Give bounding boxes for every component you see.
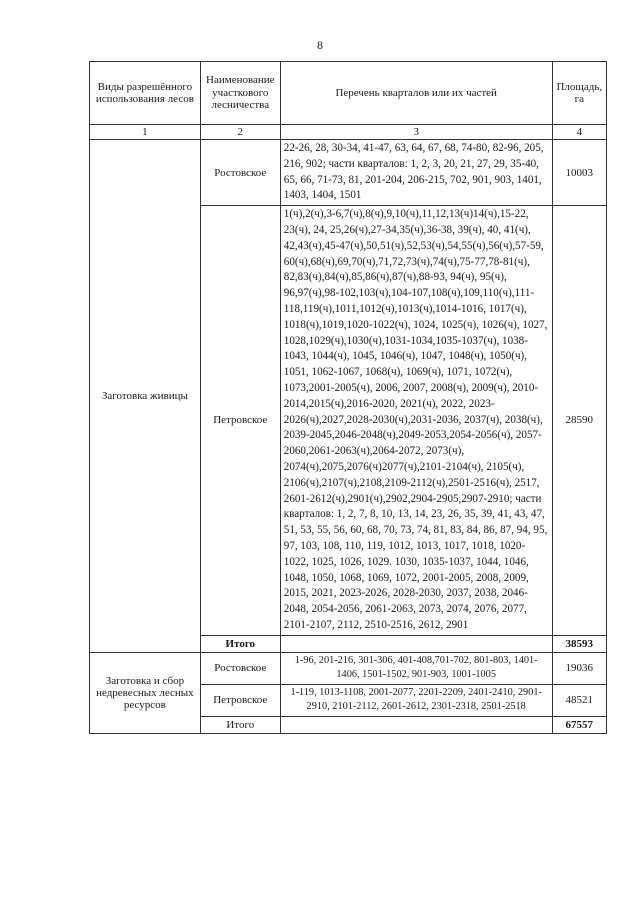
forestry-cell: Ростовское bbox=[200, 140, 280, 206]
forestry-cell: Петровское bbox=[200, 206, 280, 636]
quarters-cell: 1(ч),2(ч),3-6,7(ч),8(ч),9,10(ч),11,12,13(ч)14(ч),15-22, 23(ч), 24, 25,26(ч),27-34,35(ч),36-38, 39(ч), 40, 41(ч), 42,43(ч),45-47(ч),50,51(ч),52,53(ч),54,55(ч),56(ч),57-59, 60(ч),68(ч),69,70(ч),71,72,73(ч),74(ч),75-77,78-81(ч), 82,83(ч),84(ч),85,86(ч),87(ч),88-93, 94(ч), 95(ч), 96,97(ч),98-102,103(ч),104-107,108(ч),109,110(ч),111-118,119(ч),1011,1012(ч),1013(ч),1014-1016, 1017(ч), 1018(ч),1019,1020-1022(ч), 1024, 1025(ч), 1026(ч), 1027, 1028,1029(ч),1030(ч),1031-1034,1035-1037(ч), 1038-1043, 1044(ч), 1045, 1046(ч), 1047, 1048(ч), 1050(ч), 1051, 1062-1067, 1068(ч), 1069(ч), 1071, 1072(ч), 1073,2001-2005(ч), 2006, 2007, 2008(ч), 2009(ч), 2010-2014,2015(ч),2016-2020, 2021(ч), 2022, 2023-2026(ч),2027,2028-2030(ч),2031-2036, 2037(ч), 2038(ч), 2039-2045,2046-2048(ч),2049-2053,2054-2056(ч), 2057-2060,2061-2063(ч),2064-2072, 2073(ч), 2074(ч),2075,2076(ч)2077(ч),2101-2104(ч), 2105(ч), 2106(ч),2107(ч),2108,2109-2112(ч),2501-2516(ч), 2517, 2601-2612(ч),2901(ч),2902,2904-2905,2907-2910; части кварталов: 1, 2, 7, 8, 10, 13, 14, 23, 26, 35, 39, 41, 43, 47, 51, 53, 55, 56, 60, 68, 70, 73, 74, 81, 83, 84, 86, 87, 94, 95, 97, 103, 108, 110, 119, 1012, 1013, 1017, 1018, 1020-1022, 1025, 1026, 1029. 1030, 1035-1037, 1044, 1046, 1048, 1050, 1068, 1069, 1072, 2001-2005, 2008, 2009, 2015, 2021, 2023-2026, 2028-2030, 2037, 2038, 2046-2048, 2054-2056, 2061-2063, 2073, 2074, 2076, 2077, 2101-2107, 2112, 2510-2516, 2612, 2901 bbox=[280, 206, 552, 636]
header-quarters: Перечень кварталов или их частей bbox=[280, 62, 552, 125]
area-cell: 10003 bbox=[552, 140, 606, 206]
empty-cell bbox=[280, 716, 552, 733]
empty-cell bbox=[280, 635, 552, 652]
area-cell: 48521 bbox=[552, 684, 606, 716]
header-use-type: Виды разрешённого использования лесов bbox=[90, 62, 201, 125]
area-cell: 19036 bbox=[552, 652, 606, 684]
column-number: 3 bbox=[280, 125, 552, 140]
forestry-cell: Петровское bbox=[200, 684, 280, 716]
quarters-cell: 1-119, 1013-1108, 2001-2077, 2201-2209, 2401-2410, 2901-2910, 2101-2112, 2601-2612, 2301-2318, 2501-2518 bbox=[280, 684, 552, 716]
column-number: 4 bbox=[552, 125, 606, 140]
forest-use-table bbox=[89, 61, 607, 734]
table-row bbox=[90, 652, 607, 684]
use-type-cell: Заготовка живицы bbox=[90, 140, 201, 653]
total-area: 67557 bbox=[552, 716, 606, 733]
area-cell: 28590 bbox=[552, 206, 606, 636]
total-label: Итого bbox=[200, 716, 280, 733]
page-number: 8 bbox=[317, 38, 323, 52]
header-forestry: Наименование участкового лесничества bbox=[200, 62, 280, 125]
column-number: 1 bbox=[90, 125, 201, 140]
use-type-cell: Заготовка и сбор недревесных лесных ресурсов bbox=[90, 652, 201, 733]
quarters-cell: 22-26, 28, 30-34, 41-47, 63, 64, 67, 68, 74-80, 82-96, 205, 216, 902; части кварталов: 1, 2, 3, 20, 21, 27, 29, 35-40, 65, 66, 71-73, 81, 201-204, 206-215, 702, 901, 903, 1401, 1403, 1404, 1501 bbox=[280, 140, 552, 206]
total-area: 38593 bbox=[552, 635, 606, 652]
quarters-cell: 1-96, 201-216, 301-306, 401-408,701-702, 801-803, 1401-1406, 1501-1502, 901-903, 1001-1005 bbox=[280, 652, 552, 684]
table-row bbox=[90, 140, 607, 206]
table-header-row bbox=[90, 62, 607, 125]
header-area: Площадь, га bbox=[552, 62, 606, 125]
column-number: 2 bbox=[200, 125, 280, 140]
forestry-cell: Ростовское bbox=[200, 652, 280, 684]
column-number-row bbox=[90, 125, 607, 140]
total-label: Итого bbox=[200, 635, 280, 652]
